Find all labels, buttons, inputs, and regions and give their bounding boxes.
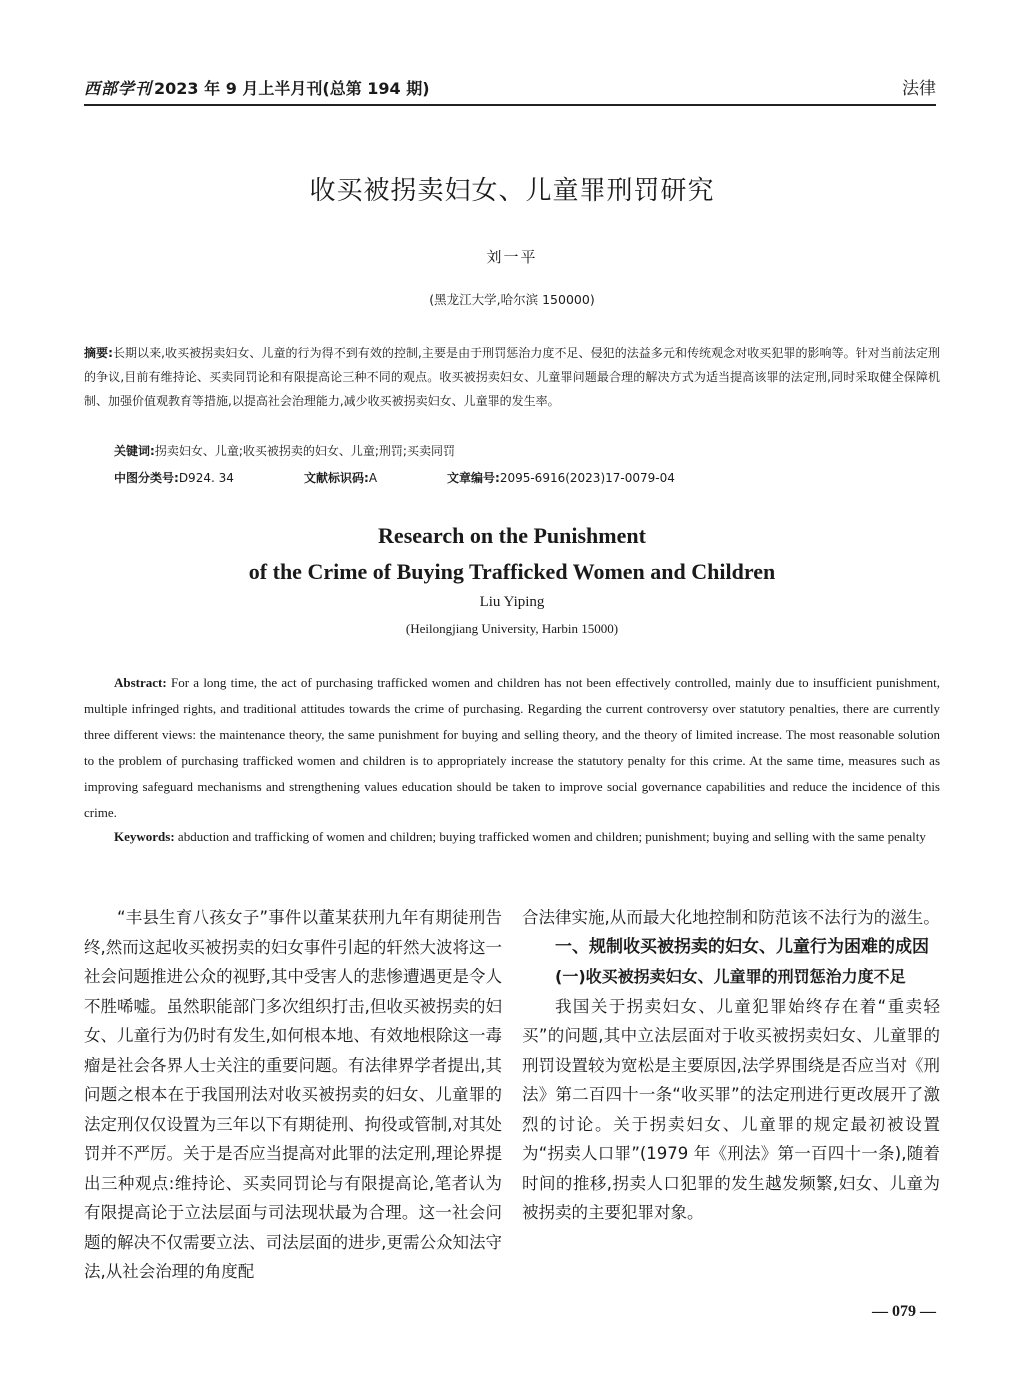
doc-code-value: A — [368, 471, 378, 485]
article-no-value: 2095-6916(2023)17-0079-04 — [499, 471, 675, 485]
body-column-right — [522, 903, 940, 1228]
keywords-cn-text: 拐卖妇女、儿童;收买被拐卖的妇女、儿童;刑罚;买卖同罚 — [154, 444, 455, 458]
affiliation-en: (Heilongjiang University, Harbin 15000) — [405, 621, 619, 636]
abstract-en-label: Abstract: — [114, 675, 167, 690]
abstract-cn — [84, 341, 940, 414]
author-en: Liu Yiping — [479, 594, 545, 610]
body-paragraph-section1: 我国关于拐卖妇女、儿童犯罪始终存在着“重卖轻买”的问题,其中立法层面对于收买被拐卖妇女、儿童罪的刑罚设置较为宽松是主要原因,法学界围绕是否应当对《刑法》第二百四十一条“收买罪”的法定刑进行更改展开了激烈的讨论。关于拐卖妇女、儿童罪的规定最初被设置为“拐卖人口罪”(1979 年《刑法》第一百四十一条),随着时间的推移,拐卖人口犯罪的发生越发频繁,妇女、儿童为被拐卖的主要犯罪对象。 — [522, 996, 940, 1222]
journal-name: 西部学刊 — [84, 79, 153, 98]
article-title-cn: 收买被拐卖妇女、儿童罪刑罚研究 — [309, 176, 715, 206]
issue-info: 2023 年 9 月上半月刊(总第 194 期) — [154, 79, 430, 98]
body-paragraph-intro: “丰县生育八孩女子”事件以董某获刑九年有期徒刑告终,然而这起收买被拐卖的妇女事件引起的轩然大波将这一社会问题推进公众的视野,其中受害人的悲惨遭遇更是令人不胜唏嘘。虽然职能部门多次组织打击,但收买被拐卖的妇女、儿童行为仍时有发生,如何根本地、有效地根除这一毒瘤是社会各界人士关注的重要问题。有法律界学者提出,其问题之根本在于我国刑法对收买被拐卖的妇女、儿童罪的法定刑仅仅设置为三年以下有期徒刑、拘役或管制,对其处罚并不严厉。关于是否应当提高对此罪的法定刑,理论界提出三种观点:维持论、买卖同罚论与有限提高论,笔者认为有限提高论于立法层面与司法现状最为合理。这一社会问题的解决不仅需要立法、司法层面的进步,更需公众知法守法,从社会治理的角度配 — [84, 908, 502, 1281]
header-section: 法律 — [902, 79, 936, 99]
abstract-cn-text: 长期以来,收买被拐卖妇女、儿童的行为得不到有效的控制,主要是由于刑罚惩治力度不足、侵犯的法益多元和传统观念对收买犯罪的影响等。针对当前法定刑的争议,目前有维持论、买卖同罚论和有限提高论三种不同的观点。收买被拐卖妇女、儿童罪问题最合理的解决方式为适当提高该罪的法定刑,同时采取健全保障机制、加强价值观教育等措施,以提高社会治理能力,减少收买被拐卖妇女、儿童罪的发生率。 — [84, 346, 940, 409]
article-title-en-line2: of the Crime of Buying Trafficked Women and Children — [248, 559, 776, 584]
page-number: — 079 — — [872, 1303, 936, 1320]
subsection-heading-1: (一)收买被拐卖妇女、儿童罪的刑罚惩治力度不足 — [555, 967, 906, 986]
article-no-label: 文章编号: — [447, 471, 500, 485]
keywords-en-label: Keywords: — [114, 829, 175, 844]
abstract-cn-label: 摘要: — [84, 346, 113, 360]
affiliation-cn: (黑龙江大学,哈尔滨 150000) — [429, 292, 595, 307]
header-journal-issue — [84, 76, 430, 99]
keywords-en — [84, 824, 940, 850]
body-column-left — [84, 903, 502, 1287]
keywords-cn-label: 关键词: — [114, 444, 155, 458]
keywords-cn — [114, 442, 940, 459]
author-cn: 刘一平 — [486, 248, 538, 266]
section-heading-1: 一、规制收买被拐卖的妇女、儿童行为困难的成因 — [555, 936, 929, 957]
body-paragraph-continued: 合法律实施,从而最大化地控制和防范该不法行为的滋生。 — [522, 908, 940, 927]
classification-line — [114, 469, 675, 486]
running-header — [84, 70, 936, 106]
article-title-en-line1: Research on the Punishment — [378, 523, 646, 548]
abstract-en — [84, 670, 940, 826]
keywords-en-text: abduction and trafficking of women and children; buying trafficked women and children; punishment; buying and selling with the same penalty — [177, 829, 926, 844]
clc-label: 中图分类号: — [114, 471, 179, 485]
abstract-en-text: For a long time, the act of purchasing trafficked women and children has not been effectively controlled, mainly due to insufficient punishment, multiple infringed rights, and traditional attitudes towards the crime of purchasing. Regarding the current controversy over statutory penalties, there are currently three different views: the maintenance theory, the same punishment for buying and selling theory, and the theory of limited increase. The most reasonable solution to the problem of purchasing trafficked women and children is to appropriately increase the statutory penalty for this crime. At the same time, measures such as improving safeguard mechanisms and strengthening values education should be taken to improve social governance capabilities and reduce the incidence of this crime. — [84, 675, 941, 820]
clc-value: D924. 34 — [178, 471, 234, 485]
doc-code-label: 文献标识码: — [304, 471, 369, 485]
